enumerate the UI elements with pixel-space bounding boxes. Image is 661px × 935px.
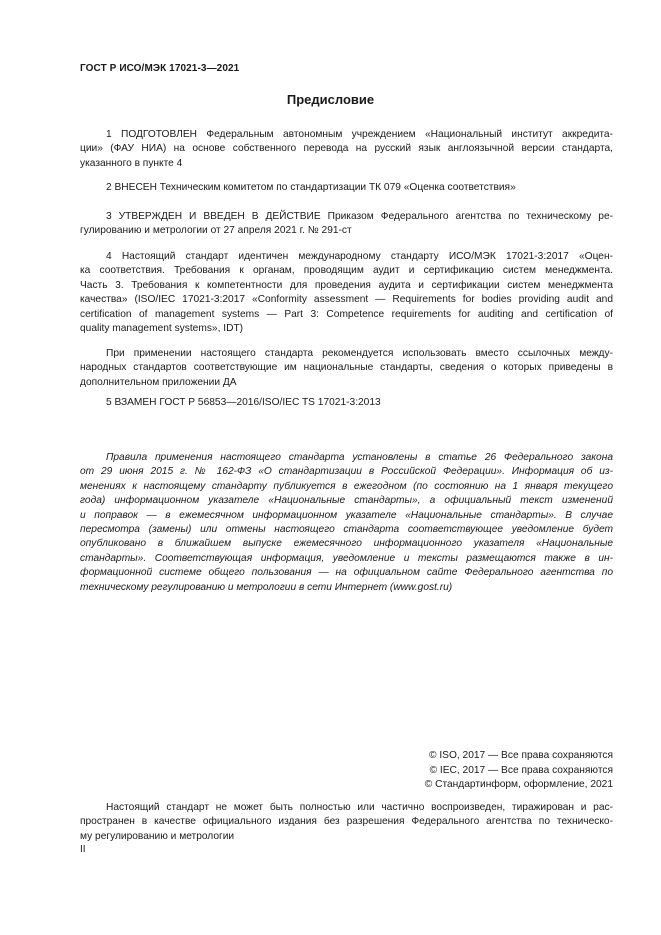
text-line: опубликовано в ближайшем выпуске ежемесячного информационного указателя «Национальные <box>80 538 613 550</box>
text-line: пространен в качестве официального издания без разрешения Федерального агентства по техническо- <box>80 816 613 828</box>
text-line: дополнительном приложении ДА <box>80 376 237 388</box>
text-line: формационной системе общего пользования — на официальном сайте Федерального агентства по <box>80 567 613 579</box>
text-line: му регулированию и метрологии <box>80 830 235 842</box>
text-line: народных стандартов соответствующие им национальные стандарты, сведения о которых приведены в <box>80 362 613 374</box>
text-line: от 29 июня 2015 г. № 162-ФЗ «О стандартизации в Российской Федерации». Информация об из- <box>80 466 613 478</box>
text-line: Часть 3. Требования к компетентности для проведения аудита и сертификации систем менеджмента <box>80 279 613 291</box>
paragraph-4 <box>80 250 613 336</box>
reproduction-notice <box>80 801 613 844</box>
text-line: Настоящий стандарт не может быть полностью или частично воспроизведен, тиражирован и рас- <box>106 802 613 813</box>
page-number: II <box>80 844 86 855</box>
text-line: 2 ВНЕСЕН Техническим комитетом по стандартизации ТК 079 «Оценка соответствия» <box>106 182 516 193</box>
text-line: 4 Настоящий стандарт идентичен международному стандарту ИСО/МЭК 17021-3:2017 «Оцен- <box>106 251 613 262</box>
text-line: При применении настоящего стандарта рекомендуется использовать вместо ссылочных между- <box>106 348 613 359</box>
text-line: года) информационном указателе «Национальные стандарты», а официальный текст изменений <box>80 495 613 507</box>
notice-paragraph <box>80 451 613 595</box>
text-line: и поправок — в ежемесячном информационном указателе «Национальные стандарты». В случае <box>80 509 613 521</box>
text-line: 5 ВЗАМЕН ГОСТ Р 56853—2016/ISO/IEC TS 17021-3:2013 <box>106 397 381 408</box>
paragraph-6 <box>80 396 613 410</box>
copyright-iso: © ISO, 2017 — Все права сохраняются <box>429 750 613 761</box>
copyright-standartinform: © Стандартинформ, оформление, 2021 <box>424 779 613 790</box>
text-line: указанного в пункте 4 <box>80 157 183 169</box>
text-line: менениях к настоящему стандарту публикуется в ежегодном (по состоянию на 1 января текущего <box>80 480 613 492</box>
text-line: техническому регулированию и метрологии в сети Интернет (www.gost.ru) <box>80 581 453 593</box>
paragraph-5 <box>80 347 613 390</box>
text-line: certification of management systems — Part 3: Competence requirements for auditing and certification of <box>80 308 613 320</box>
text-line: quality management systems», IDT) <box>80 323 244 335</box>
text-line: Правила применения настоящего стандарта установлены в статье 26 Федерального закона <box>106 452 613 463</box>
paragraph-2 <box>80 181 613 195</box>
text-line: 3 УТВЕРЖДЕН И ВВЕДЕН В ДЕЙСТВИЕ Приказом Федерального агентства по техническому ре- <box>106 211 613 222</box>
text-line: гулированию и метрологии от 27 апреля 2021 г. № 291-ст <box>80 225 352 237</box>
text-line: ции» (ФАУ НИА) на основе собственного перевода на русский язык англоязычной версии стандарта, <box>80 143 613 155</box>
text-line: стандарты». Соответствующая информация, уведомление и тексты размещаются также в ин- <box>80 552 613 564</box>
text-line: ка соответствия. Требования к органам, проводящим аудит и сертификацию систем менеджмента. <box>80 265 613 277</box>
copyright-iec: © IEC, 2017 — Все права сохраняются <box>429 765 613 776</box>
text-line: пересмотра (замены) или отмены настоящего стандарта соответствующее уведомление будет <box>80 524 613 536</box>
paragraph-1 <box>80 128 613 171</box>
paragraph-3 <box>80 210 613 239</box>
text-line: качества» (ISO/IEC 17021-3:2017 «Conformity assessment — Requirements for bodies providing audit and <box>80 294 613 306</box>
document-header: ГОСТ Р ИСО/МЭК 17021-3—2021 <box>80 63 240 74</box>
page-title: Предисловие <box>286 92 375 107</box>
text-line: 1 ПОДГОТОВЛЕН Федеральным автономным учреждением «Национальный институт аккредита- <box>106 129 613 140</box>
